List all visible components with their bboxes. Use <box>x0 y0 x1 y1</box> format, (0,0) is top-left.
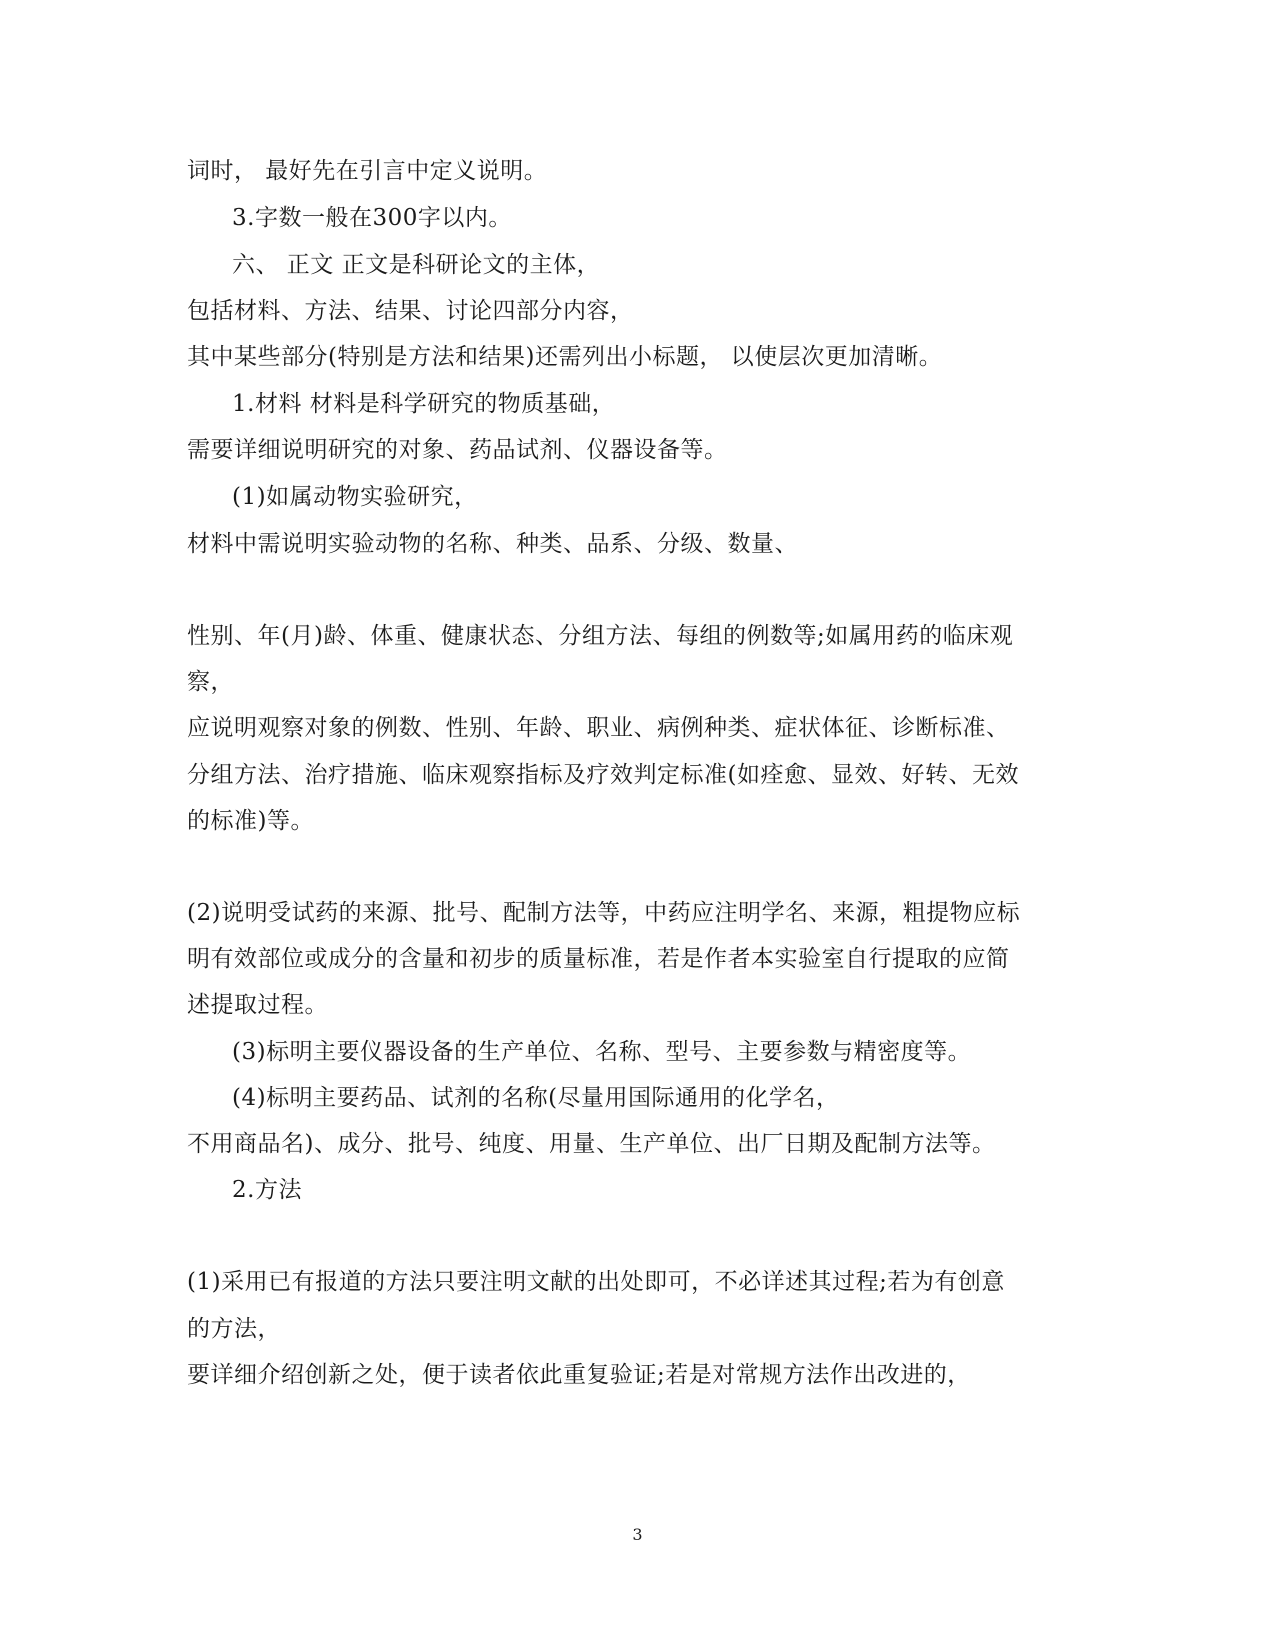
text-line: 明有效部位或成分的含量和初步的质量标准，若是作者本实验室自行提取的应简 <box>187 946 1010 972</box>
subsection-heading: 2.方法 <box>232 1177 302 1203</box>
subsection-heading: 1.材料 材料是科学研究的物质基础， <box>232 391 616 417</box>
list-item: (1)采用已有报道的方法只要注明文献的出处即可，不必详述其过程;若为有创意 <box>187 1269 1005 1295</box>
list-item: (2)说明受试药的来源、批号、配制方法等，中药应注明学名、来源，粗提物应标 <box>187 900 1021 926</box>
text-line: 述提取过程。 <box>187 992 328 1018</box>
text-line: 词时， 最好先在引言中定义说明。 <box>187 158 548 184</box>
list-item-heading: 3.字数一般在300字以内。 <box>232 205 512 231</box>
text-line: 不用商品名)、成分、批号、纯度、用量、生产单位、出厂日期及配制方法等。 <box>187 1131 996 1157</box>
list-item: (1)如属动物实验研究， <box>232 484 478 510</box>
text-line: 的方法， <box>187 1316 281 1342</box>
text-line: 需要详细说明研究的对象、药品试剂、仪器设备等。 <box>187 437 728 463</box>
list-item: (3)标明主要仪器设备的生产单位、名称、型号、主要参数与精密度等。 <box>232 1039 972 1065</box>
text-line: 性别、年(月)龄、体重、健康状态、分组方法、每组的例数等;如属用药的临床观 <box>187 623 1014 649</box>
text-line: 的标准)等。 <box>187 808 314 834</box>
text-line: 包括材料、方法、结果、讨论四部分内容， <box>187 298 634 324</box>
list-item: (4)标明主要药品、试剂的名称(尽量用国际通用的化学名， <box>232 1085 840 1111</box>
text-line: 察， <box>187 669 234 695</box>
text-line: 分组方法、治疗措施、临床观察指标及疗效判定标准(如痊愈、显效、好转、无效 <box>187 762 1019 788</box>
text-line: 要详细介绍创新之处，便于读者依此重复验证;若是对常规方法作出改进的， <box>187 1362 971 1388</box>
text-line: 其中某些部分(特别是方法和结果)还需列出小标题， 以使层次更加清晰。 <box>187 344 943 370</box>
text-line: 材料中需说明实验动物的名称、种类、品系、分级、数量、 <box>187 531 798 557</box>
text-line: 应说明观察对象的例数、性别、年龄、职业、病例种类、症状体征、诊断标准、 <box>187 715 1010 741</box>
page-number: 3 <box>632 1525 643 1544</box>
section-heading: 六、 正文 正文是科研论文的主体， <box>232 252 601 278</box>
